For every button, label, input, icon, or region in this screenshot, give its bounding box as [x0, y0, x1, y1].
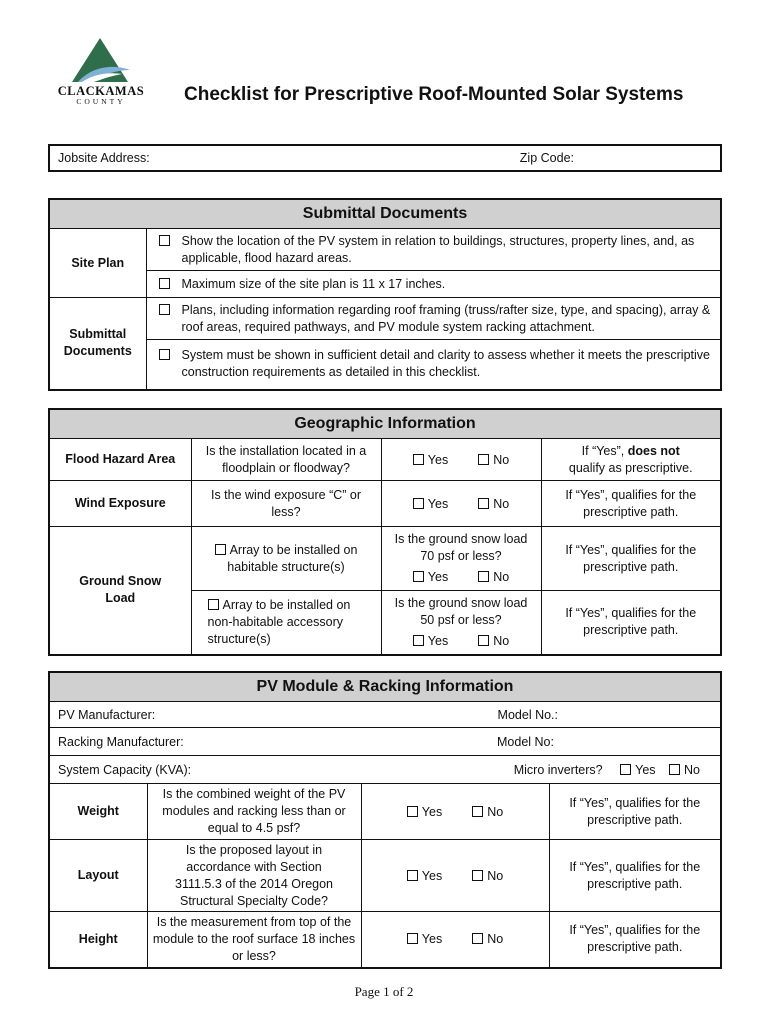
checkbox-icon[interactable]	[669, 764, 680, 775]
page-number: Page 1 of 2	[354, 984, 414, 999]
page-title: Checklist for Prescriptive Roof-Mounted Solar Systems	[184, 84, 684, 105]
checkbox-icon[interactable]	[159, 235, 170, 246]
no-option[interactable]: No	[478, 453, 509, 467]
no-option[interactable]: No	[472, 932, 503, 946]
site-plan-label: Site Plan	[49, 229, 146, 298]
racking-manufacturer-field[interactable]: Racking Manufacturer:	[58, 734, 184, 749]
layout-question: Is the proposed layout in accordance with Section 3111.5.3 of the 2014 Oregon Structural Specialty Code?	[147, 840, 361, 912]
checkbox-icon[interactable]	[478, 571, 489, 582]
height-label: Height	[49, 912, 147, 968]
logo-text: CLACKAMAS	[57, 84, 145, 98]
pv-model-field[interactable]: Model No.:	[497, 707, 558, 722]
checklist-item[interactable]: Plans, including information regarding roof framing (truss/rafter size, type, and spacing), array & roof areas, required pathways, and PV module system racking attachment.	[159, 302, 713, 336]
checkbox-icon[interactable]	[413, 635, 424, 646]
checkbox-icon[interactable]	[413, 454, 424, 465]
checkbox-icon[interactable]	[478, 635, 489, 646]
checkbox-icon[interactable]	[472, 870, 483, 881]
yes-option[interactable]: Yes	[407, 932, 442, 946]
racking-model-field[interactable]: Model No:	[497, 734, 554, 749]
submittal-documents-table	[48, 198, 722, 391]
yes-option[interactable]: Yes	[407, 869, 442, 883]
no-option[interactable]: No	[472, 869, 503, 883]
snow-result-70: If “Yes”, qualifies for the prescriptive path.	[541, 527, 721, 591]
jobsite-address-field[interactable]: Jobsite Address:	[58, 151, 150, 165]
snow-option-habitable[interactable]: Array to be installed on habitable structure(s)	[191, 527, 381, 591]
yes-option[interactable]: Yes	[413, 453, 448, 467]
jobsite-table	[48, 144, 722, 172]
micro-no-option[interactable]: No	[669, 763, 700, 777]
flood-result: If “Yes”, does not qualify as prescriptive.	[541, 439, 721, 481]
checkbox-icon[interactable]	[407, 933, 418, 944]
checklist-item[interactable]: Maximum size of the site plan is 11 x 17 inches.	[159, 276, 713, 293]
checkbox-icon[interactable]	[407, 806, 418, 817]
weight-label: Weight	[49, 784, 147, 840]
checklist-item[interactable]: System must be shown in sufficient detail and clarity to assess whether it meets the prescriptive construction requirements as detailed in this checklist.	[159, 347, 713, 381]
wind-exposure-label: Wind Exposure	[49, 481, 191, 527]
snow-option-non-habitable[interactable]: Array to be installed on non-habitable accessory structure(s)	[191, 591, 381, 655]
layout-result: If “Yes”, qualifies for the prescriptive path.	[549, 840, 721, 912]
yes-option[interactable]: Yes	[407, 805, 442, 819]
wind-result: If “Yes”, qualifies for the prescriptive path.	[541, 481, 721, 527]
checkbox-icon[interactable]	[407, 870, 418, 881]
no-option[interactable]: No	[478, 569, 509, 586]
no-option[interactable]: No	[478, 497, 509, 511]
snow-result-50: If “Yes”, qualifies for the prescriptive path.	[541, 591, 721, 655]
layout-label: Layout	[49, 840, 147, 912]
height-result: If “Yes”, qualifies for the prescriptive path.	[549, 912, 721, 968]
no-option[interactable]: No	[478, 633, 509, 650]
checkbox-icon[interactable]	[478, 454, 489, 465]
weight-result: If “Yes”, qualifies for the prescriptive path.	[549, 784, 721, 840]
checkbox-icon[interactable]	[472, 933, 483, 944]
section-heading-submittal: Submittal Documents	[49, 199, 721, 229]
checkbox-icon[interactable]	[159, 278, 170, 289]
flood-question: Is the installation located in a floodplain or floodway?	[191, 439, 381, 481]
snow-question-50: Is the ground snow load 50 psf or less?	[394, 595, 528, 627]
checkbox-icon[interactable]	[620, 764, 631, 775]
checkbox-icon[interactable]	[478, 498, 489, 509]
flood-hazard-label: Flood Hazard Area	[49, 439, 191, 481]
wind-question: Is the wind exposure “C” or less?	[191, 481, 381, 527]
checkbox-icon[interactable]	[159, 304, 170, 315]
micro-yes-option[interactable]: Yes	[620, 763, 655, 777]
geographic-information-table	[48, 408, 722, 656]
section-heading-pv: PV Module & Racking Information	[49, 672, 721, 702]
yes-option[interactable]: Yes	[413, 633, 448, 650]
system-capacity-field[interactable]: System Capacity (KVA):	[58, 762, 192, 777]
checklist-item[interactable]: Show the location of the PV system in relation to buildings, structures, property lines, and, as applicable, flood hazard areas.	[159, 233, 713, 267]
micro-inverters-label: Micro inverters?	[513, 762, 603, 777]
weight-question: Is the combined weight of the PV modules and racking less than or equal to 4.5 psf?	[147, 784, 361, 840]
yes-option[interactable]: Yes	[413, 569, 448, 586]
zip-code-field[interactable]: Zip Code:	[519, 151, 574, 165]
checkbox-icon[interactable]	[413, 571, 424, 582]
checkbox-icon[interactable]	[413, 498, 424, 509]
ground-snow-load-label: Ground Snow Load	[49, 527, 191, 655]
pv-module-table	[48, 671, 722, 969]
no-option[interactable]: No	[472, 805, 503, 819]
checkbox-icon[interactable]	[215, 544, 226, 555]
checkbox-icon[interactable]	[472, 806, 483, 817]
yes-option[interactable]: Yes	[413, 497, 448, 511]
section-heading-geographic: Geographic Information	[49, 409, 721, 439]
logo-subtext: COUNTY	[76, 97, 126, 106]
pv-manufacturer-field[interactable]: PV Manufacturer:	[58, 707, 156, 722]
height-question: Is the measurement from top of the module to the roof surface 18 inches or less?	[147, 912, 361, 968]
checkbox-icon[interactable]	[208, 599, 219, 610]
snow-question-70: Is the ground snow load 70 psf or less?	[394, 532, 528, 563]
submittal-documents-label: Submittal Documents	[49, 298, 146, 390]
checkbox-icon[interactable]	[159, 349, 170, 360]
clackamas-county-logo	[48, 36, 154, 110]
